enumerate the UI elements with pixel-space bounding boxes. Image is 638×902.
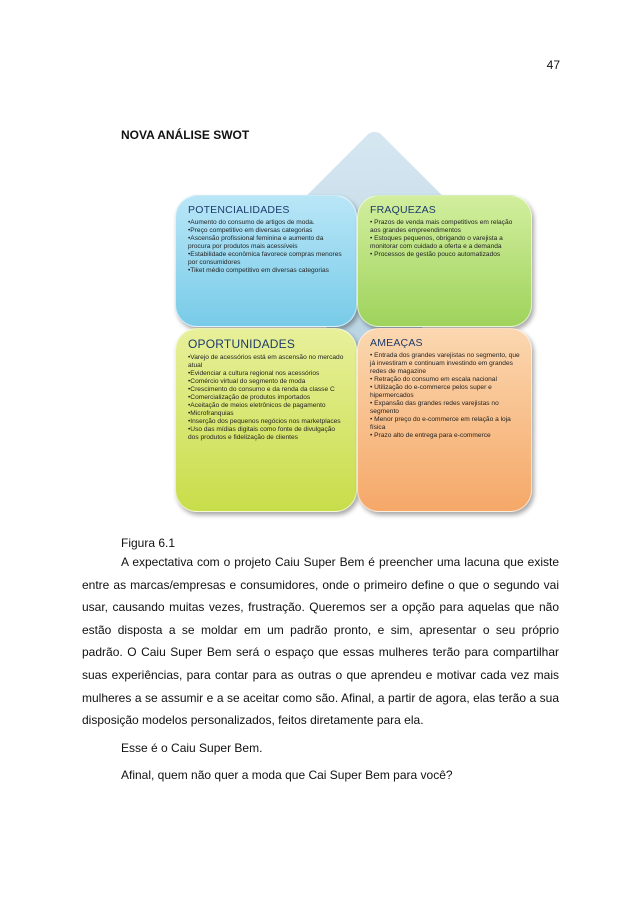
list-item: •Aceitação de meios eletrônicos de pagamento	[188, 402, 326, 409]
list-item: • Processos de gestão pouco automatizados	[370, 251, 501, 258]
list-item: • Expansão das grandes redes varejistas no segmento	[370, 400, 499, 415]
body-text	[82, 550, 559, 787]
opportunities-list	[188, 354, 346, 442]
list-item: •Comercialização de produtos importados	[188, 394, 311, 401]
list-item: • Retração do consumo em escala nacional	[370, 376, 497, 383]
strengths-list	[188, 219, 346, 275]
swot-strengths-box	[175, 195, 357, 327]
swot-threats-box	[357, 328, 532, 512]
swot-diagram	[165, 160, 535, 515]
page-number: 47	[546, 58, 560, 72]
paragraph: Afinal, quem não quer a moda que Cai Super Bem para você?	[121, 768, 453, 783]
figure-caption: Figura 6.1	[121, 536, 176, 550]
list-item: •Comércio virtual do segmento de moda	[188, 378, 306, 385]
threats-title: AMEAÇAS	[370, 337, 423, 349]
list-item: •Estabilidade econômica favorece compras menores por consumidores	[188, 251, 342, 266]
paragraph: Esse é o Caiu Super Bem.	[121, 740, 263, 755]
section-heading: NOVA ANÁLISE SWOT	[121, 128, 250, 142]
list-item: • Estoques pequenos, obrigando o varejista a monitorar com cuidado a oferta e a demanda	[370, 235, 503, 250]
weaknesses-list	[370, 219, 521, 259]
list-item: • Prazos de venda mais competitivos em relação aos grandes empreendimentos	[370, 219, 513, 234]
paragraph: A expectativa com o projeto Caiu Super Bem é preencher uma lacuna que existe entre as marcas/empresas e consumidores, onde o primeiro define o que o segundo vai usar, causando muitas vezes, frustração. Queremos ser a opção para aquelas que não estão disposta a se moldar em um padrão pronto, e sim, apresentar o seu próprio padrão. O Caiu Super Bem será o espaço que essas mulheres terão para compartilhar suas experiências, para contar para as outras o que aprendeu e motivar cada vez mais mulheres a se assumir e a se aceitar como são. Afinal, a partir de agora, elas terão a sua disposição modelos personalizados, feitos diretamente para ela.	[82, 555, 559, 728]
threats-list	[370, 352, 521, 440]
list-item: • Entrada dos grandes varejistas no segmento, que já investiram e continuam investindo em grandes redes de magazine	[370, 352, 520, 375]
weaknesses-title: FRAQUEZAS	[370, 204, 436, 216]
list-item: •Tiket médio competitivo em diversas categorias	[188, 267, 329, 274]
list-item: •Varejo de acessórios está em ascensão no mercado atual	[188, 354, 344, 369]
list-item: • Prazo alto de entrega para e-commerce	[370, 432, 491, 439]
list-item: •Ascensão profissional feminina e aumento da procura por produtos mais acessíveis	[188, 235, 324, 250]
list-item: •Microfranquias	[188, 410, 234, 417]
list-item: • Menor preço do e-commerce em relação a loja física	[370, 416, 511, 431]
swot-weaknesses-box	[357, 195, 532, 327]
list-item: •Crescimento do consumo e da renda da classe C	[188, 386, 335, 393]
list-item: •Preço competitivo em diversas categorias	[188, 227, 313, 234]
list-item: •Evidenciar a cultura regional nos acessórios	[188, 370, 320, 377]
list-item: •Aumento do consumo de artigos de moda.	[188, 219, 315, 226]
swot-opportunities-box	[175, 328, 357, 512]
list-item: • Utilização do e-commerce pelos super e hipermercados	[370, 384, 492, 399]
strengths-title: POTENCIALIDADES	[188, 204, 290, 216]
list-item: •Uso das mídias digitais como fonte de divulgação dos produtos e fidelização de clientes	[188, 426, 336, 441]
opportunities-title: OPORTUNIDADES	[188, 337, 296, 351]
list-item: •Inserção dos pequenos negócios nos marketplaces	[188, 418, 341, 425]
